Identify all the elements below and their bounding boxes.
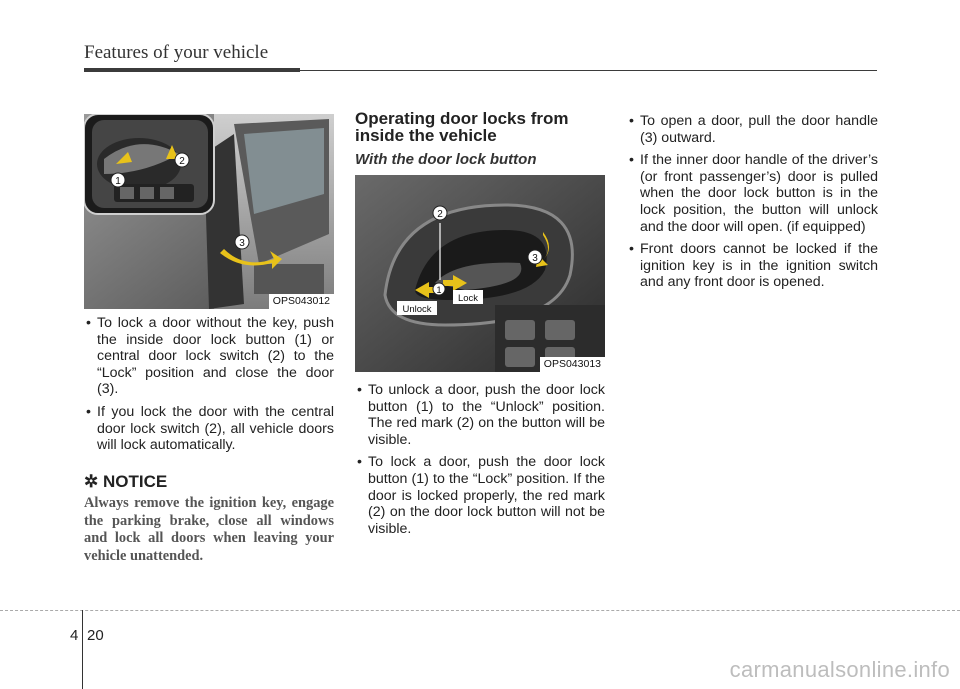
column-1-text xyxy=(84,315,334,460)
page-number: 20 xyxy=(87,627,104,644)
bullet-item: • To lock a door, push the door lock button (1) to the “Lock” position. If the door is locked properly, the red mark (2) on the door lock button will not be visible. xyxy=(355,454,605,537)
bullet-item: • If you lock the door with the central door lock switch (2), all vehicle doors will lock automatically. xyxy=(84,404,334,454)
lock-label: Lock xyxy=(457,293,479,304)
bullet-item: • To open a door, pull the door handle (3) outward. xyxy=(627,113,878,146)
callout-1: 1 xyxy=(436,285,442,295)
bullet-item: • To unlock a door, push the door lock button (1) to the “Unlock” position. The red mark (2) on the button will be visible. xyxy=(355,382,605,448)
bullet-item: • If the inner door handle of the driver’s (or front passenger’s) door is pulled when the door lock button is in the lock position, the button will unlock and the door will open. (if equipped) xyxy=(627,152,878,235)
bullet-item: • To lock a door without the key, push the inside door lock button (1) or central door lock switch (2) to the “Lock” position and close the door (3). xyxy=(84,315,334,398)
footer-vertical-rule xyxy=(82,610,83,689)
unlock-label: Unlock xyxy=(402,304,432,315)
door-interior-photo xyxy=(84,114,334,309)
callout-3: 3 xyxy=(239,238,245,249)
section-title: Operating door locks from inside the vehicle xyxy=(355,109,569,145)
callout-3: 3 xyxy=(532,253,538,264)
header-rule xyxy=(84,68,300,72)
door-lock-illustration xyxy=(355,175,605,372)
page-header-title: Features of your vehicle xyxy=(84,42,269,63)
footer-divider xyxy=(0,610,960,611)
bullet-list xyxy=(355,382,605,537)
bullet-list xyxy=(84,315,334,454)
notice-title: ✲ NOTICE xyxy=(84,472,168,491)
bullet-list xyxy=(627,113,878,291)
bullet-item: • Front doors cannot be locked if the ignition key is in the ignition switch and any front door is opened. xyxy=(627,241,878,291)
door-lock-button-photo xyxy=(355,175,605,372)
figure-code: OPS043013 xyxy=(540,357,605,372)
section-subtitle: With the door lock button xyxy=(355,151,537,168)
header-rule-thin xyxy=(300,70,877,71)
notice-body: Always remove the ignition key, engage the parking brake, close all windows and lock all doors when leaving your vehicle unattended. xyxy=(84,495,334,564)
column-2-text xyxy=(355,382,605,543)
column-3-text xyxy=(627,113,878,297)
callout-2: 2 xyxy=(437,209,443,220)
watermark: carmanualsonline.info xyxy=(729,657,950,682)
figure-code: OPS043012 xyxy=(269,294,334,309)
callout-2: 2 xyxy=(179,156,185,167)
callout-1: 1 xyxy=(115,176,121,187)
door-interior-illustration xyxy=(84,114,334,309)
chapter-number: 4 xyxy=(70,627,79,644)
